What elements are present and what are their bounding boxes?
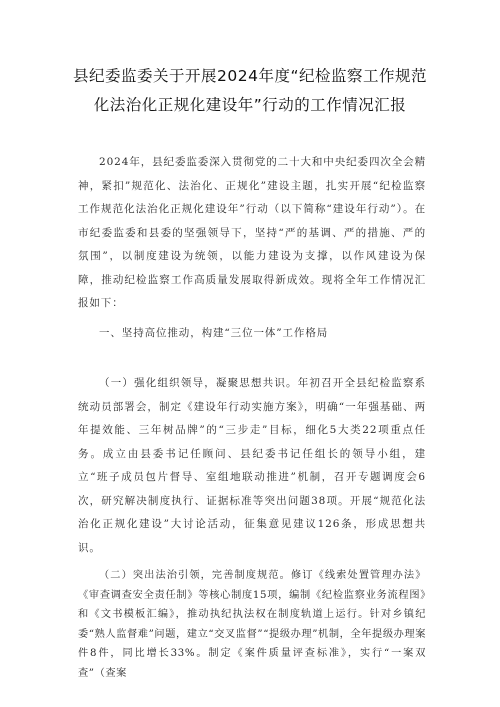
- intro-paragraph: 2024年，县纪委监委深入贯彻党的二十大和中央纪委四次全会精神，紧扣”规范化、法治化、正规化”建设主题，扎实开展“纪检监察工作规范化法治化正规化建设年”行动（以下简称“建设年行动”）。在市纪委监委和县委的坚强领导下，坚持“严的基调、严的措施、严的氛围”，以制度建设为统领，以能力建设为支撑，以作风建设为保障，推动纪检监察工作高质量发展取得新成效。现将全年工作情况汇报如下：: [78, 156, 426, 309]
- document-title-line-2: 化法治化正规化建设年”行动的工作情况汇报: [93, 96, 407, 114]
- section-1-heading: 一、坚持高位推动，构建“三位一体”工作格局: [99, 327, 329, 339]
- document-title-line-1: 县纪委监委关于开展2024年度“纪检监察工作规范: [73, 67, 427, 85]
- section-1-paragraph-1: （一）强化组织领导，凝聚思想共识。年初召开全县纪检监察系统动员部署会，制定《建设年行动实施方案》，明确“一年强基础、两年提效能、三年树品牌”的“三步走”目标，细化5大类22项重点任务。成立由县委书记任顾问、县纪委书记任组长的领导小组，建立“班子成员包片督导、室组地联动推进”机制，召开专题调度会6次，研究解决制度执行、证据标准等突出问题38项。开展“规范化法治化正规化建设”大讨论活动，征集意见建议126条，形成思想共识。: [78, 377, 426, 554]
- section-1-paragraph-2: （二）突出法治引领，完善制度规范。修订《线索处置管理办法》《审查调查安全责任制》等核心制度15项，编制《纪检监察业务流程图》和《文书模板汇编》，推动执纪执法权在制度轨道上运行。针对乡镇纪委“熟人监督难”问题，建立“交叉监督”“提级办理”机制，全年提级办理案件8件，同比增长33%。制定《案件质量评查标准》，实行“一案双查”（查案: [78, 570, 426, 679]
